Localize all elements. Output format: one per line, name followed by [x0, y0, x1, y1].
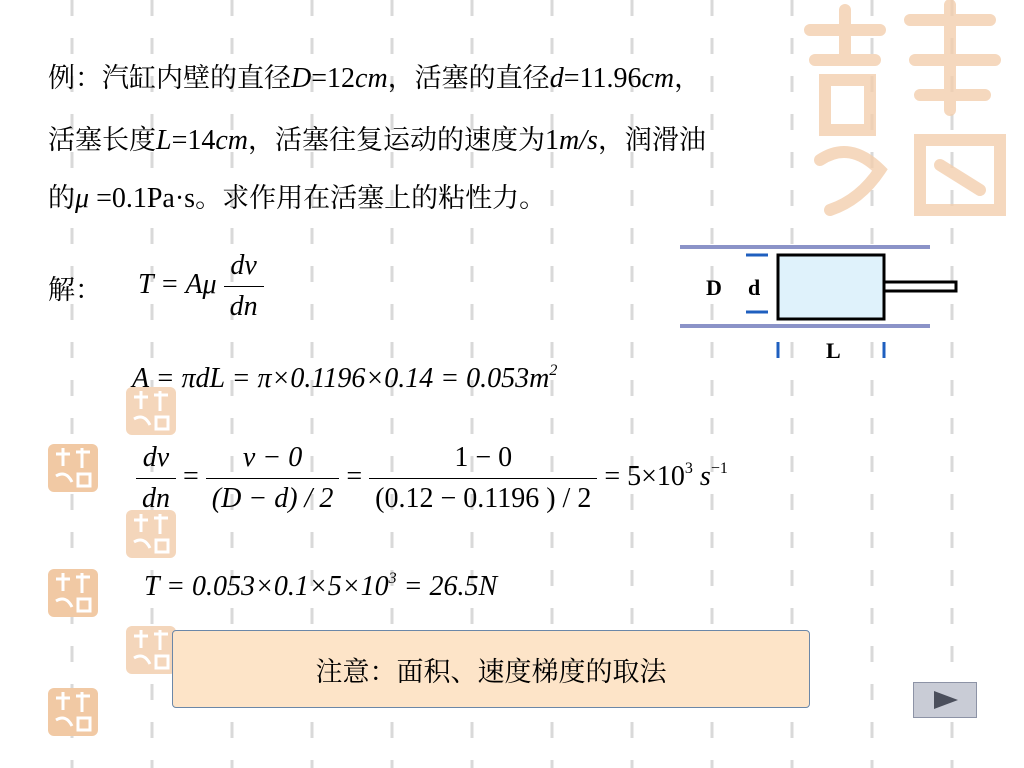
- seal-stamp-4: [46, 567, 100, 619]
- seal-stamp-2: [46, 442, 100, 494]
- value-v: 1: [545, 125, 560, 156]
- problem-text: 。求作用在活塞上的粘性力。: [195, 183, 547, 214]
- note-text: 注意：面积、速度梯度的取法: [315, 656, 667, 688]
- equation-area: [132, 362, 557, 395]
- fraction-numerator: 1 − 0: [369, 438, 597, 479]
- note-box: [172, 630, 810, 708]
- problem-text: ，: [674, 63, 702, 94]
- eq4-text: T = 0.053×0.1×5×10: [144, 571, 389, 602]
- value-D: =12: [311, 63, 356, 94]
- unit-cm: cm: [215, 125, 249, 156]
- solution-label: 解：: [48, 275, 102, 306]
- unit-m-per-s: m/s: [559, 125, 598, 156]
- fraction-denominator: (0.12 − 0.1196 ) / 2: [375, 483, 592, 514]
- fraction-numerator: v − 0: [206, 438, 340, 479]
- problem-text: 例：汽缸内壁的直径: [48, 63, 291, 94]
- var-d: d: [549, 63, 564, 94]
- gradient-numeric-fraction: [369, 438, 597, 519]
- seal-watermark-large: [790, 0, 1024, 230]
- gradient-unit: s: [692, 460, 711, 492]
- var-mu: μ: [75, 183, 90, 214]
- equation-velocity-gradient: $\frac{dv}{dn}$ = $\frac{v - 0}{(D - d) / 2}$ = $\frac{1 - 0}{(0.12 - 0.1196 ) / 2}$ = $5\times 10^3$ $s^{-1}$: [136, 438, 728, 519]
- seal-stamp-6: [46, 686, 100, 738]
- unit-cm: cm: [641, 63, 675, 94]
- play-triangle-icon: [930, 689, 960, 711]
- next-slide-button[interactable]: [913, 682, 977, 718]
- gradient-fraction: [136, 438, 176, 519]
- equation-viscous-force: [138, 246, 264, 327]
- diagram-label-D: D: [706, 275, 722, 300]
- problem-text: 活塞长度: [48, 125, 156, 156]
- fraction-denominator: (D − d) / 2: [211, 483, 334, 514]
- fraction-numerator: dv: [136, 438, 176, 479]
- problem-text: ，活塞的直径: [387, 63, 550, 94]
- seal-stamp-5: [124, 624, 178, 676]
- problem-text: 的: [48, 183, 75, 214]
- eq2-text: A = πdL = π×0.1196×0.14 = 0.053m: [132, 363, 550, 394]
- problem-line-3: [48, 176, 546, 215]
- equation-final-force: [144, 570, 497, 603]
- fraction-numerator: dv: [224, 246, 264, 287]
- piston-rod: [884, 282, 956, 291]
- value-mu: =0.1Pa·s: [89, 183, 196, 214]
- gradient-definition-fraction: [206, 438, 340, 519]
- eq2-exponent: 2: [549, 362, 558, 379]
- piston-body: [778, 255, 884, 319]
- eq1-lhs: T = Aμ: [138, 268, 217, 300]
- gradient-exponent: 3: [684, 459, 693, 477]
- fraction-denominator: dn: [142, 483, 170, 514]
- problem-line-2: [48, 118, 706, 157]
- value-L: =14: [171, 125, 216, 156]
- unit-cm: cm: [355, 63, 388, 94]
- eq4-exponent: 3: [388, 570, 397, 587]
- gradient-unit-exponent: −1: [710, 459, 728, 477]
- velocity-gradient-fraction: [224, 246, 264, 327]
- eq4-result: = 26.5N: [396, 571, 498, 602]
- problem-text: ，活塞往复运动的速度为: [248, 125, 546, 156]
- diagram-label-d: d: [748, 275, 761, 300]
- var-D: D: [291, 63, 312, 94]
- fraction-denominator: dn: [229, 291, 258, 322]
- var-L: L: [156, 125, 172, 156]
- gradient-result: = 5×10: [604, 460, 685, 492]
- value-d: =11.96: [563, 63, 642, 94]
- piston-cylinder-diagram: [680, 238, 970, 368]
- problem-line-1: [48, 56, 701, 95]
- diagram-label-L: L: [826, 338, 841, 363]
- problem-text: ，润滑油: [597, 125, 706, 156]
